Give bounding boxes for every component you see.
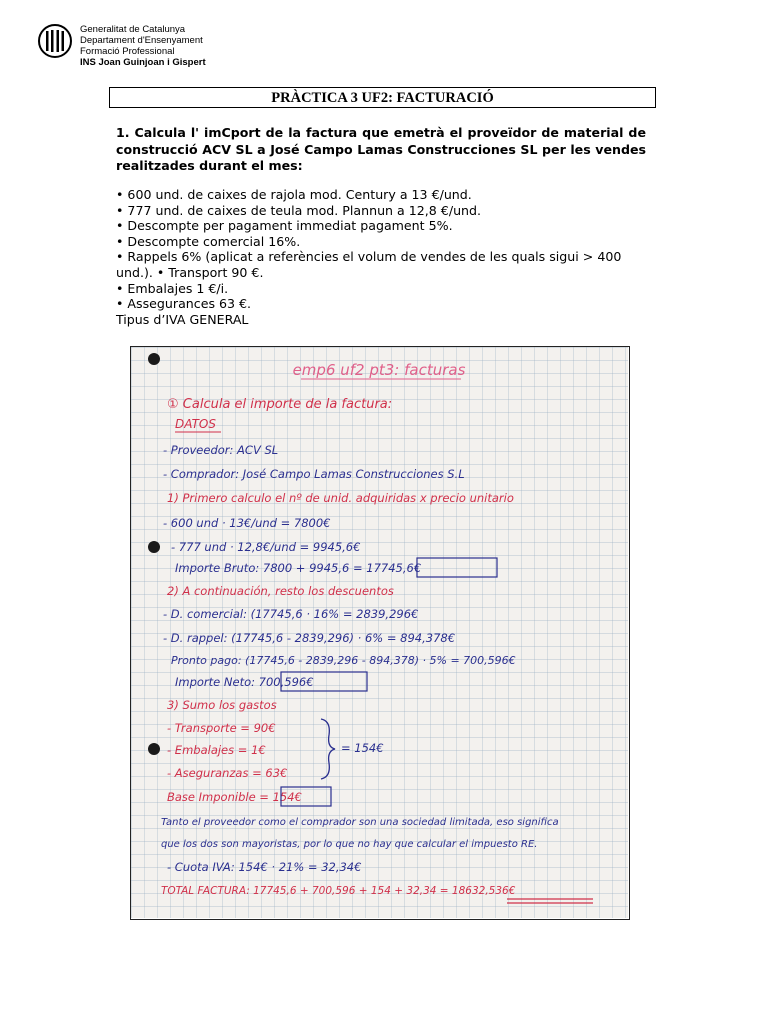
notebook-line: 3) Sumo los gastos (167, 698, 277, 712)
notebook-line: - Proveedor: ACV SL (163, 443, 279, 457)
notebook-line: - D. rappel: (17745,6 - 2839,296) · 6% = 894,378€ (163, 631, 456, 645)
list-item: • 777 und. de caixes de teula mod. Plannun a 12,8 €/und. (116, 202, 482, 218)
binder-hole-icon (148, 743, 160, 755)
institution-name (80, 24, 206, 68)
list-item: • Descompte per pagament immediat pagament 5%. (116, 218, 453, 234)
list-item: • 600 und. de caixes de rajola mod. Century a 13 €/und. (116, 187, 472, 202)
header-line-1: Generalitat de Catalunya (80, 24, 186, 35)
list-item: • Assegurances 63 €. (116, 296, 252, 312)
notebook-line: - 600 und · 13€/und = 7800€ (163, 516, 331, 530)
notebook-line: = 154€ (341, 741, 384, 755)
notebook-line: ① Calcula el importe de la factura: (167, 397, 393, 412)
notebook-line: Pronto pago: (17745,6 - 2839,296 - 894,378) · 5% = 700,596€ (171, 654, 516, 667)
list-item: • Descompte comercial 16%. (116, 233, 301, 249)
item-list (116, 187, 651, 327)
binder-hole-icon (148, 541, 160, 553)
notebook-photo (130, 346, 630, 920)
question-statement: 1. Calcula l' imCport de la factura que emetrà el proveïdor de material de construcció ACV SL a José Campo Lamas Construcciones SL per les vendes realitzades durant el mes: (116, 125, 646, 174)
header-line-2: Departament d'Ensenyament (80, 35, 203, 46)
notebook-line: 1) Primero calculo el nº de unid. adquiridas x precio unitario (167, 491, 514, 505)
header-line-3: Formació Professional (80, 46, 175, 57)
institution-header (38, 24, 206, 68)
notebook-heading: emp6 uf2 pt3: facturas (292, 361, 466, 379)
notebook-line: 2) A continuación, resto los descuentos (167, 584, 394, 598)
notebook-line: que los dos son mayoristas, por lo que no hay que calcular el impuesto RE. (161, 839, 538, 850)
notebook-line: - 777 und · 12,8€/und = 9945,6€ (171, 540, 361, 554)
notebook-line: - Comprador: José Campo Lamas Construcciones S.L (163, 467, 465, 481)
notebook-page (131, 347, 628, 918)
list-item: • Rappels 6% (aplicat a referències el volum de vendes de les quals sigui > 400 und.). • Transport 90 €. (116, 249, 622, 280)
generalitat-logo-icon (38, 24, 72, 58)
header-line-4: INS Joan Guinjoan i Gispert (80, 57, 206, 68)
notebook-line: - Aseguranzas = 63€ (167, 766, 288, 780)
notebook-line: - D. comercial: (17745,6 · 16% = 2839,296€ (163, 607, 419, 621)
notebook-line: - Embalajes = 1€ (167, 743, 266, 757)
notebook-line: Base Imponible = 154€ (167, 790, 302, 804)
vat-type-line: Tipus d’IVA GENERAL (116, 311, 249, 327)
practice-title: PRÀCTICA 3 UF2: FACTURACIÓ (109, 87, 656, 108)
notebook-line: - Cuota IVA: 154€ · 21% = 32,34€ (167, 860, 362, 874)
binder-hole-icon (148, 353, 160, 365)
list-item: • Embalajes 1 €/i. (116, 280, 229, 296)
notebook-line: Importe Neto: 700,596€ (175, 675, 314, 689)
notebook-line: Tanto el proveedor como el comprador son una sociedad limitada, eso significa (161, 817, 559, 828)
notebook-line: DATOS (175, 417, 216, 431)
notebook-line: Importe Bruto: 7800 + 9945,6 = 17745,6€ (175, 561, 422, 575)
notebook-total: TOTAL FACTURA: 17745,6 + 700,596 + 154 + 32,34 = 18632,536€ (161, 885, 516, 897)
notebook-line: - Transporte = 90€ (167, 721, 276, 735)
